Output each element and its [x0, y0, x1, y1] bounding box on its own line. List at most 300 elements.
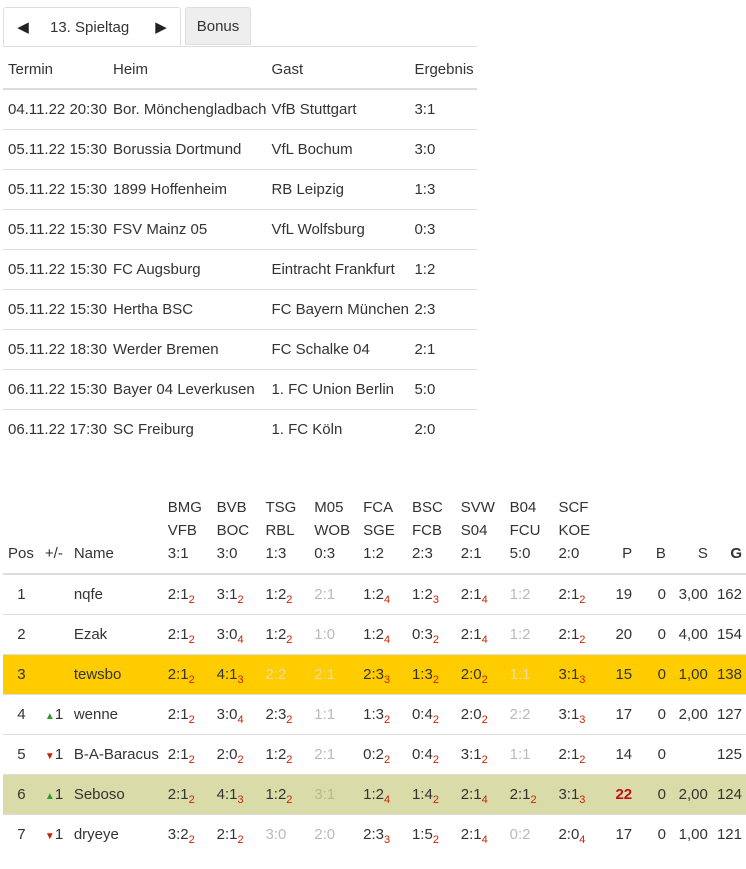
tab-spieltag-label: 13. Spieltag	[50, 19, 130, 36]
rank-p: 14	[602, 735, 636, 775]
game-home: FCA	[363, 499, 394, 516]
rank-s: 2,00	[670, 695, 712, 735]
tip-value: 3:1	[558, 706, 580, 723]
tip-cell	[260, 815, 309, 855]
game-away: VFB	[167, 522, 197, 539]
match-row	[3, 210, 477, 250]
rank-change-value: 1	[54, 746, 64, 763]
game-result: 3:1	[167, 545, 189, 562]
tip-points: 4	[383, 594, 391, 606]
match-row	[3, 410, 477, 450]
tip-cell	[505, 615, 554, 655]
match-date: 04.11.22 20:30	[3, 89, 108, 130]
game-result: 2:1	[460, 545, 482, 562]
tip-value: 2:0	[460, 706, 482, 723]
tip-value: 3:2	[167, 826, 189, 843]
tip-cell	[456, 695, 505, 735]
header-game	[358, 496, 407, 574]
tip-cell	[553, 615, 602, 655]
tip-points: 2	[188, 754, 195, 766]
tip-cell	[407, 655, 456, 695]
tip-cell	[212, 775, 261, 815]
game-home: SCF	[558, 499, 589, 516]
rank-p: 22	[602, 775, 636, 815]
prev-matchday-icon[interactable]: ◀	[17, 19, 29, 36]
match-home: 1899 Hoffenheim	[108, 170, 266, 210]
rank-b: 0	[636, 574, 670, 615]
tip-points: 2	[481, 754, 488, 766]
tip-value: 2:3	[363, 666, 384, 683]
tip-cell	[309, 655, 358, 695]
rank-b: 0	[636, 815, 670, 855]
tip-points: 2	[432, 674, 439, 686]
game-result: 3:0	[216, 545, 238, 562]
player-name[interactable]: Ezak	[69, 615, 163, 655]
rank-b: 0	[636, 775, 670, 815]
tip-value: 3:0	[265, 826, 287, 843]
tip-cell	[260, 695, 309, 735]
match-row	[3, 250, 477, 290]
tip-cell	[260, 574, 309, 615]
header-heim: Heim	[108, 50, 266, 89]
tip-cell	[505, 735, 554, 775]
game-away: S04	[460, 522, 488, 539]
tip-value: 2:1	[460, 626, 482, 643]
rank-p: 17	[602, 695, 636, 735]
match-result: 1:2	[409, 250, 477, 290]
tip-value: 2:1	[314, 586, 336, 603]
tip-value: 2:0	[216, 746, 238, 763]
match-result: 3:1	[409, 89, 477, 130]
header-termin: Termin	[3, 50, 108, 89]
tip-points: 2	[383, 714, 391, 726]
rank-s: 3,00	[670, 574, 712, 615]
tip-cell	[309, 615, 358, 655]
tip-value: 2:3	[363, 826, 384, 843]
rank-s	[670, 735, 712, 775]
tip-value: 2:2	[509, 706, 531, 723]
tip-cell	[358, 775, 407, 815]
rank-s: 4,00	[670, 615, 712, 655]
tip-cell	[407, 615, 456, 655]
rank-g: 127	[712, 695, 746, 735]
trend-down-icon: ▼	[44, 831, 55, 842]
rank-pos: 1	[3, 574, 40, 615]
tip-cell	[456, 735, 505, 775]
game-away: SGE	[363, 522, 395, 539]
match-home: Werder Bremen	[108, 330, 266, 370]
rank-g: 124	[712, 775, 746, 815]
tip-cell	[260, 775, 309, 815]
match-result: 2:0	[409, 410, 477, 450]
tip-cell	[358, 815, 407, 855]
match-away: FC Bayern München	[266, 290, 409, 330]
tip-value: 1:2	[411, 586, 433, 603]
tip-value: 2:0	[314, 826, 336, 843]
header-game	[163, 496, 212, 574]
tab-divider	[3, 46, 477, 47]
tip-points: 2	[286, 594, 293, 606]
player-name[interactable]: tewsbo	[69, 655, 163, 695]
tip-value: 0:3	[411, 626, 433, 643]
header-pos: Pos	[3, 496, 40, 574]
rank-pos: 6	[3, 775, 40, 815]
match-result: 2:3	[409, 290, 477, 330]
tip-points: 4	[481, 634, 488, 646]
tip-points: 2	[188, 714, 195, 726]
tip-points: 2	[530, 794, 537, 806]
match-date: 05.11.22 15:30	[3, 130, 108, 170]
rank-b: 0	[636, 615, 670, 655]
header-gast: Gast	[266, 50, 409, 89]
header-p: P	[602, 496, 636, 574]
tip-cell	[505, 574, 554, 615]
tip-points: 2	[286, 634, 293, 646]
tip-value: 1:3	[411, 666, 433, 683]
tip-cell	[358, 735, 407, 775]
tab-spieltag[interactable]	[3, 7, 181, 46]
tip-cell	[407, 695, 456, 735]
match-home: SC Freiburg	[108, 410, 266, 450]
game-away: WOB	[314, 522, 351, 539]
tip-value: 2:1	[558, 626, 580, 643]
match-row	[3, 290, 477, 330]
tip-value: 1:4	[411, 786, 433, 803]
game-result: 1:2	[363, 545, 384, 562]
tip-points: 3	[237, 674, 244, 686]
game-result: 5:0	[509, 545, 531, 562]
tip-points: 2	[286, 794, 293, 806]
match-home: Bor. Mönchengladbach	[108, 89, 266, 130]
tip-value: 1:2	[363, 786, 384, 803]
tip-points: 2	[237, 834, 244, 846]
tip-value: 1:5	[411, 826, 433, 843]
header-name: Name	[69, 496, 163, 574]
tip-points: 4	[481, 794, 488, 806]
match-result: 1:3	[409, 170, 477, 210]
tip-cell	[407, 574, 456, 615]
ranking-row	[3, 615, 746, 655]
match-row	[3, 170, 477, 210]
ranking-row	[3, 574, 746, 615]
tip-points: 3	[579, 674, 586, 686]
rank-change	[40, 574, 69, 615]
rank-change	[40, 735, 69, 775]
tip-cell	[163, 695, 212, 735]
rank-pos: 5	[3, 735, 40, 775]
tip-points: 4	[579, 834, 586, 846]
rank-change-value: 1	[54, 826, 64, 843]
tip-value: 0:4	[411, 746, 433, 763]
tip-value: 2:1	[460, 786, 482, 803]
ranking-row	[3, 735, 746, 775]
tip-value: 2:0	[558, 826, 580, 843]
tip-cell	[358, 574, 407, 615]
ranking-row	[3, 775, 746, 815]
tip-points: 2	[579, 754, 586, 766]
match-result: 0:3	[409, 210, 477, 250]
rank-g: 154	[712, 615, 746, 655]
header-s: S	[670, 496, 712, 574]
game-result: 1:3	[265, 545, 287, 562]
tip-value: 2:1	[509, 786, 531, 803]
tip-points: 3	[383, 674, 391, 686]
tip-points: 2	[481, 714, 488, 726]
match-row	[3, 89, 477, 130]
match-date: 05.11.22 15:30	[3, 250, 108, 290]
tip-value: 0:2	[363, 746, 384, 763]
match-date: 06.11.22 17:30	[3, 410, 108, 450]
tip-cell	[553, 815, 602, 855]
tip-points: 2	[579, 594, 586, 606]
game-away: RBL	[265, 522, 295, 539]
rank-change	[40, 775, 69, 815]
header-game	[407, 496, 456, 574]
match-row	[3, 130, 477, 170]
tip-value: 1:2	[363, 626, 384, 643]
tip-points: 2	[188, 594, 195, 606]
rank-b: 0	[636, 695, 670, 735]
tip-value: 2:1	[167, 626, 189, 643]
match-row	[3, 330, 477, 370]
match-away: FC Schalke 04	[266, 330, 409, 370]
tip-value: 1:2	[509, 626, 531, 643]
tip-cell	[163, 775, 212, 815]
rank-p: 19	[602, 574, 636, 615]
tip-points: 3	[237, 794, 244, 806]
rank-s: 2,00	[670, 775, 712, 815]
rank-p: 20	[602, 615, 636, 655]
tip-value: 1:2	[265, 626, 287, 643]
tip-value: 1:2	[265, 746, 287, 763]
player-name[interactable]: Seboso	[69, 775, 163, 815]
match-result: 5:0	[409, 370, 477, 410]
tip-cell	[407, 815, 456, 855]
tip-cell	[163, 615, 212, 655]
rank-b: 0	[636, 735, 670, 775]
tip-cell	[553, 574, 602, 615]
tip-value: 1:3	[363, 706, 384, 723]
header-game	[309, 496, 358, 574]
player-name[interactable]: nqfe	[69, 574, 163, 615]
tip-cell	[358, 655, 407, 695]
tip-value: 3:1	[558, 666, 580, 683]
tip-cell	[260, 615, 309, 655]
match-result: 3:0	[409, 130, 477, 170]
tip-value: 2:1	[460, 826, 482, 843]
tip-cell	[553, 655, 602, 695]
tip-points: 3	[432, 594, 439, 606]
tip-value: 2:3	[265, 706, 287, 723]
tip-cell	[212, 735, 261, 775]
game-home: M05	[314, 499, 344, 516]
tip-points: 3	[579, 714, 586, 726]
player-name[interactable]: wenne	[69, 695, 163, 735]
header-b: B	[636, 496, 670, 574]
trend-down-icon: ▼	[44, 751, 55, 762]
tip-points: 4	[383, 794, 391, 806]
tip-value: 1:2	[265, 586, 287, 603]
tip-points: 2	[188, 834, 195, 846]
game-away: FCB	[411, 522, 442, 539]
tip-value: 1:2	[509, 586, 531, 603]
tip-cell	[553, 775, 602, 815]
match-home: FC Augsburg	[108, 250, 266, 290]
tip-points: 4	[383, 634, 391, 646]
header-g: G	[712, 496, 746, 574]
tip-points: 2	[286, 714, 293, 726]
match-home: Borussia Dortmund	[108, 130, 266, 170]
tip-cell	[358, 695, 407, 735]
tip-cell	[505, 815, 554, 855]
tip-value: 2:1	[167, 586, 189, 603]
tip-cell	[456, 574, 505, 615]
rank-change	[40, 695, 69, 735]
tip-points: 2	[432, 634, 439, 646]
game-home: TSG	[265, 499, 297, 516]
tip-cell	[163, 574, 212, 615]
tip-points: 3	[579, 794, 586, 806]
header-game	[260, 496, 309, 574]
ranking-row	[3, 655, 746, 695]
player-name[interactable]: dryeye	[69, 815, 163, 855]
tip-value: 3:1	[558, 786, 580, 803]
match-home: FSV Mainz 05	[108, 210, 266, 250]
tip-value: 2:1	[167, 666, 189, 683]
rank-change	[40, 655, 69, 695]
match-row	[3, 370, 477, 410]
ranking-table	[3, 496, 746, 854]
match-date: 05.11.22 15:30	[3, 210, 108, 250]
match-away: RB Leipzig	[266, 170, 409, 210]
tip-cell	[309, 695, 358, 735]
tip-cell	[505, 655, 554, 695]
matches-table	[3, 50, 477, 449]
match-away: VfL Wolfsburg	[266, 210, 409, 250]
match-away: VfB Stuttgart	[266, 89, 409, 130]
match-home: Hertha BSC	[108, 290, 266, 330]
tip-cell	[456, 775, 505, 815]
tip-points: 2	[432, 714, 439, 726]
match-date: 06.11.22 15:30	[3, 370, 108, 410]
tip-value: 2:1	[314, 746, 336, 763]
rank-pos: 4	[3, 695, 40, 735]
tip-points: 2	[237, 594, 244, 606]
tip-points: 2	[188, 634, 195, 646]
rank-p: 15	[602, 655, 636, 695]
tip-cell	[163, 815, 212, 855]
rank-pos: 7	[3, 815, 40, 855]
tip-cell	[163, 735, 212, 775]
tip-points: 2	[237, 754, 244, 766]
rank-b: 0	[636, 655, 670, 695]
tip-cell	[212, 655, 261, 695]
tip-value: 3:1	[460, 746, 482, 763]
tip-cell	[212, 695, 261, 735]
next-matchday-icon[interactable]: ▶	[155, 19, 167, 36]
match-home: Bayer 04 Leverkusen	[108, 370, 266, 410]
game-away: KOE	[558, 522, 591, 539]
header-game	[212, 496, 261, 574]
tip-value: 3:1	[216, 586, 238, 603]
tip-cell	[456, 615, 505, 655]
tip-value: 2:1	[167, 746, 189, 763]
tip-value: 2:1	[460, 586, 482, 603]
ranking-header-row	[3, 496, 746, 574]
header-ergebnis: Ergebnis	[409, 50, 477, 89]
tip-cell	[260, 655, 309, 695]
tip-value: 2:1	[558, 746, 580, 763]
match-away: VfL Bochum	[266, 130, 409, 170]
tip-value: 2:1	[216, 826, 238, 843]
trend-up-icon: ▲	[44, 711, 55, 722]
tip-cell	[212, 615, 261, 655]
tip-points: 2	[432, 834, 439, 846]
tip-value: 4:1	[216, 666, 238, 683]
match-date: 05.11.22 15:30	[3, 290, 108, 330]
tip-cell	[212, 815, 261, 855]
rank-change-value: 1	[54, 786, 64, 803]
tip-cell	[456, 815, 505, 855]
ranking-row	[3, 815, 746, 855]
game-result: 2:0	[558, 545, 580, 562]
tip-cell	[212, 574, 261, 615]
rank-s: 1,00	[670, 815, 712, 855]
tab-bonus[interactable]: Bonus	[185, 7, 251, 45]
match-date: 05.11.22 15:30	[3, 170, 108, 210]
tip-value: 2:1	[167, 706, 189, 723]
tip-value: 2:1	[314, 666, 336, 683]
rank-change	[40, 615, 69, 655]
tip-cell	[260, 735, 309, 775]
player-name[interactable]: B-A-Baracus	[69, 735, 163, 775]
rank-pos: 2	[3, 615, 40, 655]
header-game	[505, 496, 554, 574]
tip-value: 2:0	[460, 666, 482, 683]
tip-value: 0:2	[509, 826, 531, 843]
tip-points: 4	[481, 834, 488, 846]
tip-cell	[309, 775, 358, 815]
rank-g: 162	[712, 574, 746, 615]
game-away: FCU	[509, 522, 541, 539]
tip-points: 2	[432, 794, 439, 806]
tip-value: 1:0	[314, 626, 336, 643]
matches-header-row	[3, 50, 477, 89]
tip-value: 2:1	[558, 586, 580, 603]
tip-cell	[505, 775, 554, 815]
match-date: 05.11.22 18:30	[3, 330, 108, 370]
rank-change	[40, 815, 69, 855]
tip-value: 1:2	[265, 786, 287, 803]
game-home: BSC	[411, 499, 443, 516]
rank-g: 125	[712, 735, 746, 775]
tip-points: 2	[579, 634, 586, 646]
tip-points: 2	[188, 674, 195, 686]
rank-change-value: 1	[54, 706, 64, 723]
tip-points: 2	[432, 754, 439, 766]
game-result: 0:3	[314, 545, 336, 562]
tip-points: 3	[383, 834, 391, 846]
tip-value: 1:1	[314, 706, 336, 723]
game-home: SVW	[460, 499, 495, 516]
match-result: 2:1	[409, 330, 477, 370]
tip-points: 2	[383, 754, 391, 766]
game-home: BMG	[167, 499, 202, 516]
rank-g: 121	[712, 815, 746, 855]
tip-cell	[553, 695, 602, 735]
tip-points: 2	[188, 794, 195, 806]
header-game	[553, 496, 602, 574]
